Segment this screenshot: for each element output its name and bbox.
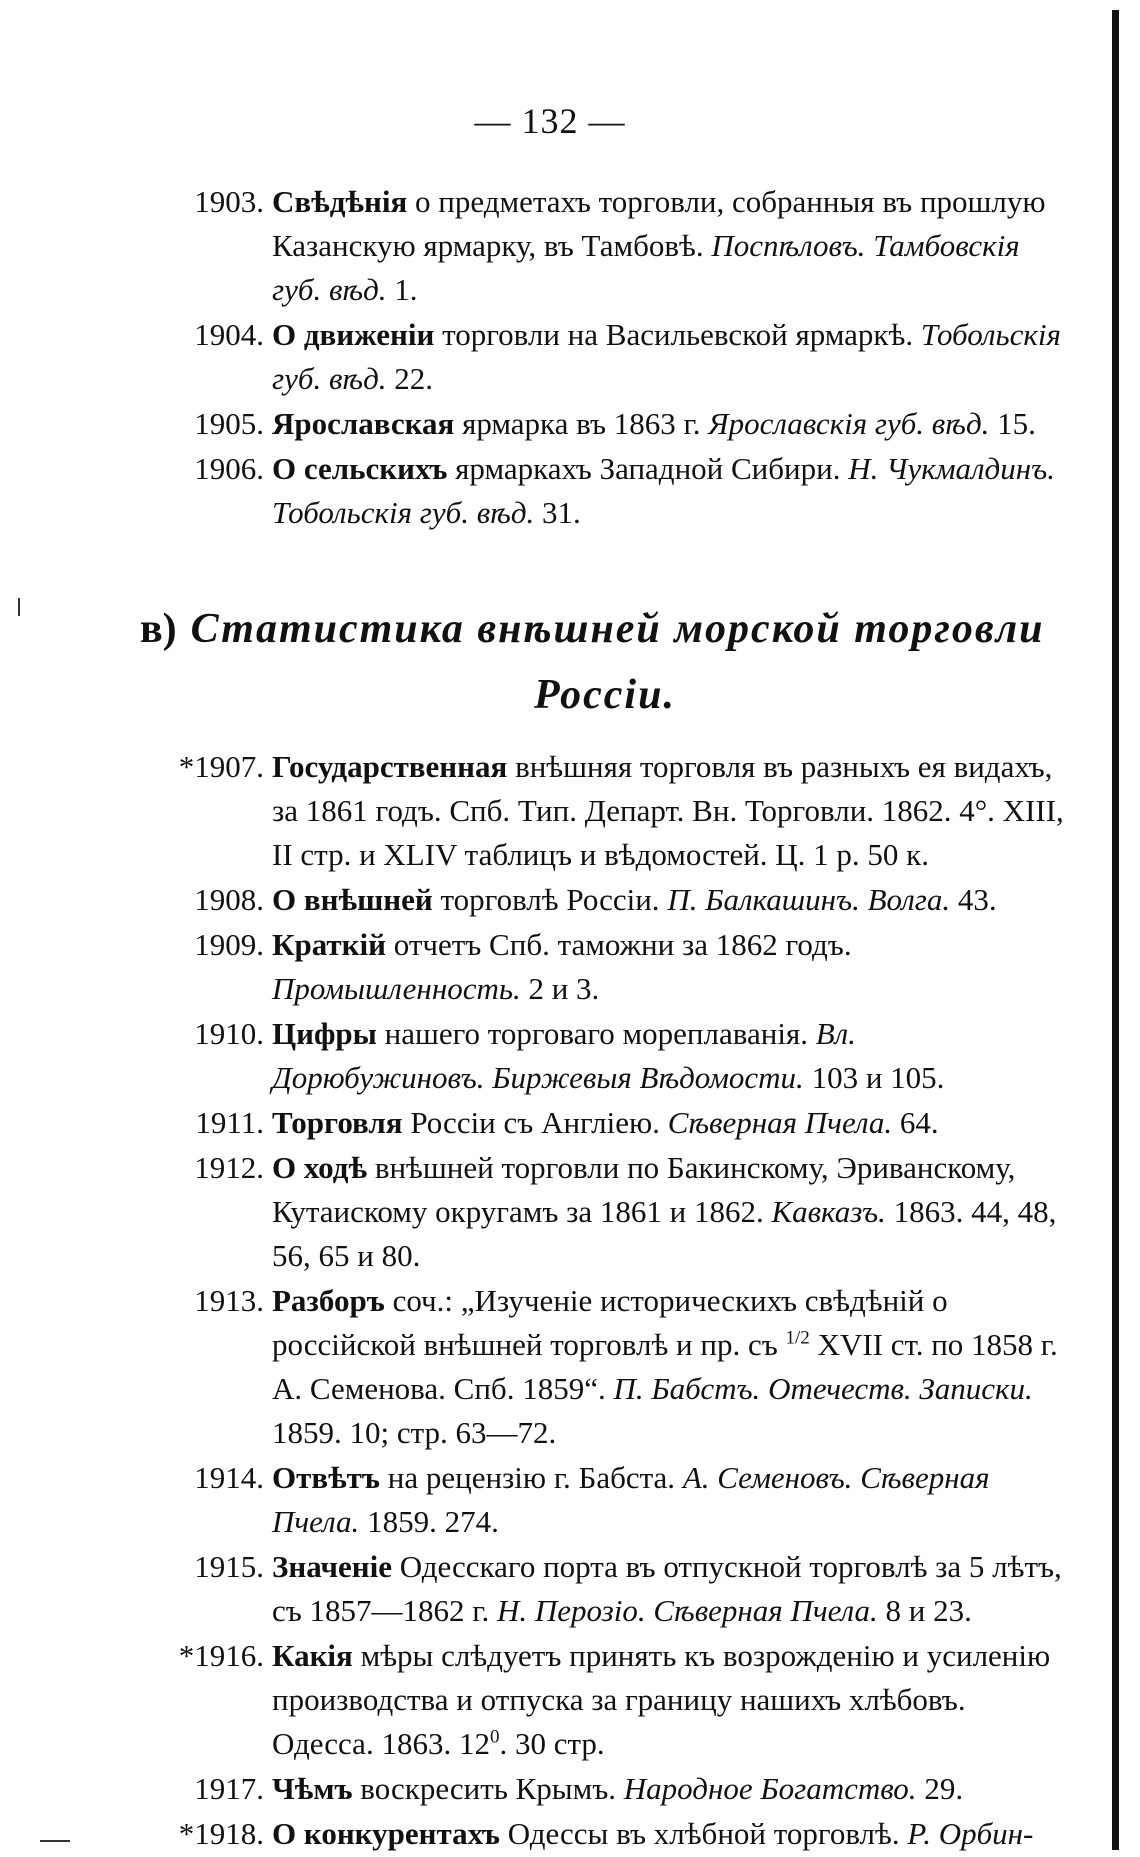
bibliography-entry xyxy=(140,923,1070,1011)
entry-number: 1910. xyxy=(194,1016,264,1051)
entry-title: Отвѣтъ xyxy=(272,1460,380,1495)
entry-title: Разборъ xyxy=(272,1283,385,1318)
entry-title: Цифры xyxy=(272,1016,377,1051)
entry-issue: 15. xyxy=(989,406,1036,441)
entry-issue: 64. xyxy=(892,1105,939,1140)
entry-author: Н. Перозіо. xyxy=(497,1593,654,1628)
bibliography-entry xyxy=(140,1012,1070,1100)
entry-title: Краткій xyxy=(272,927,386,962)
entry-text: о предметахъ торговли, собранныя въ прошлую Казанскую ярмарку, въ Тамбовѣ. xyxy=(272,184,1046,263)
entry-issue: 31. xyxy=(534,495,581,530)
entry-issue: 1859. 274. xyxy=(359,1504,499,1539)
entry-number: 1917. xyxy=(194,1771,264,1806)
entry-author: Вл. Дорюбужиновъ. xyxy=(272,1016,856,1095)
entry-text: нашего торговаго мореплаванія. xyxy=(376,1016,816,1051)
stray-mark xyxy=(40,1840,70,1842)
entry-text: внѣшняя торговля въ разныхъ ея видахъ, за 1861 годъ. Спб. Тип. Департ. Вн. Торговли. 1862. 4°. XIII, II стр. и XLIV таблицъ и вѣдомостей. Ц. 1 р. 50 к. xyxy=(272,749,1064,872)
entry-text: ярмарка въ 1863 г. xyxy=(454,406,709,441)
entry-issue: 1. xyxy=(386,272,418,307)
entry-number: 1908. xyxy=(194,882,264,917)
entry-fraction: 1/2 xyxy=(785,1327,810,1349)
bibliography-entry xyxy=(140,447,1070,535)
entry-source: Сѣверная Пчела. xyxy=(653,1593,878,1628)
entry-text: мѣры слѣдуетъ принять къ возрожденію и усиленію производства и отпуска за границу нашихъ хлѣбовъ. Одесса. 1863. 12 xyxy=(272,1638,1051,1761)
section-title-line1: Статистика внѣшней морской торговли xyxy=(190,606,1045,652)
entry-text: Одессы въ хлѣбной торговлѣ. xyxy=(499,1816,908,1851)
bibliography-entry xyxy=(140,402,1070,446)
entry-issue: 29. xyxy=(916,1771,964,1806)
entry-source: Тамбовскія губ. вѣд. xyxy=(272,228,1020,307)
entry-title: Свѣдѣнія xyxy=(272,184,408,219)
entry-source: Отечеств. Записки. xyxy=(768,1371,1033,1406)
entry-source: Ярославскія губ. вѣд. xyxy=(708,406,990,441)
bibliography-entry xyxy=(140,745,1070,877)
section-heading xyxy=(140,596,1070,728)
entry-title: Государственная xyxy=(272,749,508,784)
entry-author: П. Балкашинъ. xyxy=(667,882,868,917)
bibliography-entry xyxy=(140,1101,1070,1145)
entry-issue: 103 и 105. xyxy=(803,1060,945,1095)
entry-number: *1916. xyxy=(178,1638,264,1673)
bibliography-entry xyxy=(140,180,1070,312)
entry-author: А. Семеновъ. xyxy=(682,1460,861,1495)
entry-text: Россіи съ Англіею. xyxy=(402,1105,668,1140)
entry-text: внѣшней торговли по Бакинскому, Эриванскому, Кутаискому округамъ за 1861 и 1862. xyxy=(272,1150,1016,1229)
entry-number: 1911. xyxy=(195,1105,264,1140)
entry-source: Сѣверная Пчела. xyxy=(667,1105,893,1140)
entry-author: Поспѣловъ. xyxy=(711,228,874,263)
entry-author: Р. Орбин- xyxy=(907,1816,1034,1851)
bibliography-entry xyxy=(140,1767,1070,1811)
entry-text: соч.: „Изученіе историческихъ свѣдѣній о россійской внѣшней торговлѣ и пр. съ xyxy=(272,1283,948,1362)
entry-issue: 22. xyxy=(386,361,434,396)
entry-source: Биржевыя Вѣдомости. xyxy=(492,1060,804,1095)
entry-text: торговлѣ Россіи. xyxy=(432,882,668,917)
bibliography-entry xyxy=(140,1146,1070,1278)
entry-superscript: 0 xyxy=(489,1726,500,1748)
entry-text: ярмаркахъ Западной Сибири. xyxy=(447,451,849,486)
section-title-line2: Россіи. xyxy=(534,672,676,718)
entries-top xyxy=(140,180,1070,536)
entry-number: 1912. xyxy=(194,1150,264,1185)
bibliography-entry xyxy=(140,1812,1070,1856)
section-letter: в) xyxy=(140,606,177,652)
entry-issue: 8 и 23. xyxy=(877,1593,972,1628)
entry-source: Кавказъ. xyxy=(771,1194,886,1229)
entry-number: 1913. xyxy=(194,1283,264,1318)
entry-number: 1909. xyxy=(194,927,264,962)
entry-number: *1907. xyxy=(178,749,264,784)
entry-source: Волга. xyxy=(867,882,951,917)
entry-issue: 1859. 10; стр. 63—72. xyxy=(272,1415,557,1450)
bibliography-entry xyxy=(140,1456,1070,1544)
entry-source: Народное Богатство. xyxy=(623,1771,917,1806)
entry-title: Значеніе xyxy=(272,1549,392,1584)
entry-title: Чѣмъ xyxy=(272,1771,353,1806)
entry-source: Сѣверная Пчела. xyxy=(272,1460,990,1539)
entry-number: 1915. xyxy=(194,1549,264,1584)
entry-number: 1905. xyxy=(194,406,264,441)
entry-title: Ярославская xyxy=(272,406,455,441)
bibliography-entry xyxy=(140,1634,1070,1766)
entry-number: 1904. xyxy=(194,317,264,352)
entry-source: Тобольскія губ. вѣд. xyxy=(272,317,1061,396)
entry-text: торговли на Васильевской ярмаркѣ. xyxy=(434,317,921,352)
entry-text: на рецензію г. Бабста. xyxy=(380,1460,683,1495)
bibliography-entry xyxy=(140,1279,1070,1455)
entry-text: воскресить Крымъ. xyxy=(352,1771,624,1806)
entry-title: О сельскихъ xyxy=(272,451,448,486)
bibliography-entry xyxy=(140,313,1070,401)
entry-issue: 2 и 3. xyxy=(520,971,600,1006)
entries-bottom xyxy=(140,745,1070,1857)
entry-number: 1906. xyxy=(194,451,264,486)
entry-title: О ходѣ xyxy=(272,1150,368,1185)
stray-mark xyxy=(18,598,20,616)
page-number: — 132 — xyxy=(474,101,626,141)
entry-title: Какія xyxy=(272,1638,353,1673)
entry-issue: 1863. 44, 48, 56, 65 и 80. xyxy=(272,1194,1057,1273)
entry-source: Тобольскія губ. вѣд. xyxy=(272,495,535,530)
entry-title: О конкурентахъ xyxy=(272,1816,500,1851)
bibliography-entry xyxy=(140,878,1070,922)
entry-author: П. Бабстъ. xyxy=(613,1371,769,1406)
entry-text: отчетъ Спб. таможни за 1862 годъ. xyxy=(385,927,852,962)
entry-issue: 43. xyxy=(950,882,997,917)
entry-number: 1914. xyxy=(194,1460,264,1495)
entry-title: Торговля xyxy=(272,1105,403,1140)
entry-author: Н. Чукмалдинъ. xyxy=(848,451,1055,486)
entry-text: Одесскаго порта въ отпускной торговлѣ за 5 лѣтъ, съ 1857—1862 г. xyxy=(272,1549,1062,1628)
entry-text-cont: . 30 стр. xyxy=(499,1726,605,1761)
entry-title: О движеніи xyxy=(272,317,435,352)
page-edge-rule xyxy=(1112,10,1119,1850)
entry-title: О внѣшней xyxy=(272,882,433,917)
entry-number: 1903. xyxy=(194,184,264,219)
bibliography-entry xyxy=(140,1545,1070,1633)
entry-source: Промышленность. xyxy=(272,971,521,1006)
entry-number: *1918. xyxy=(178,1816,264,1851)
entry-text-cont: XVII ст. по 1858 г. А. Семенова. Спб. 1859“. xyxy=(272,1327,1058,1406)
